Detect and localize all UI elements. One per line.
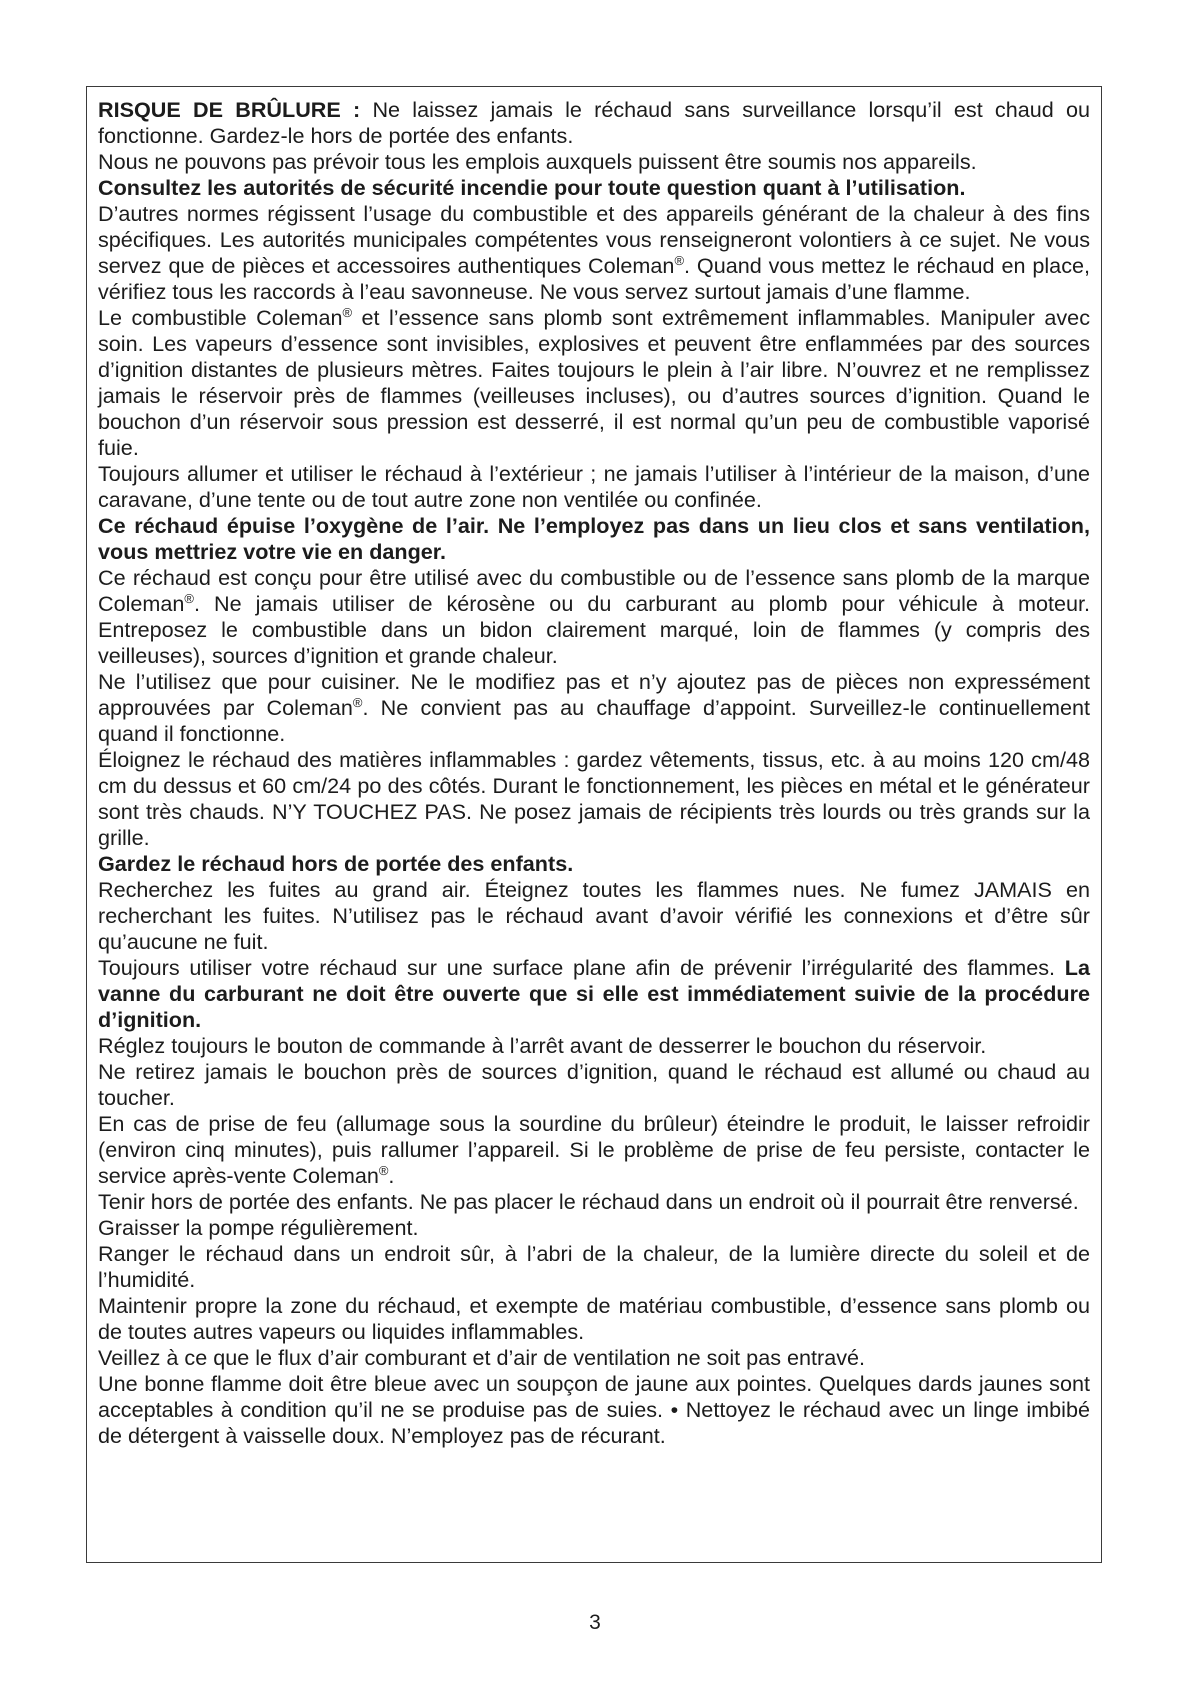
- text-segment: . Ne convient pas au chauffage d’appoint. Surveillez-le continuellement quand il fonctionne.: [98, 695, 1090, 746]
- text-segment: . Quand vous mettez le réchaud en place, vérifiez tous les raccords à l’eau savonneuse. Ne vous servez surtout jamais d’une flamme.: [98, 253, 1091, 304]
- paragraph: [98, 565, 1090, 669]
- paragraph: [98, 175, 1090, 201]
- text-segment: Ce réchaud est conçu pour être utilisé avec du combustible ou de l’essence sans plomb de la marque Coleman: [98, 565, 1090, 616]
- text-segment: D’autres normes régissent l’usage du combustible et des appareils générant de la chaleur à des fins spécifiques. Les autorités municipales compétentes vous renseigneront volontiers à ce sujet. Ne vous servez que de pièces et accessoires authentiques Coleman: [98, 201, 1090, 278]
- bold-text: La vanne du carburant ne doit être ouverte que si elle est immédiatement suivie de la procédure d’ignition.: [98, 955, 1090, 1032]
- paragraph: [98, 851, 1090, 877]
- paragraph: [98, 201, 1090, 305]
- bold-text: Ce réchaud épuise l’oxygène de l’air. Ne l’employez pas dans un lieu clos et sans ventilation, vous mettriez votre vie en danger.: [98, 513, 1090, 564]
- text-segment: . Ne jamais utiliser de kérosène ou du carburant au plomb pour véhicule à moteur. Entreposez le combustible dans un bidon clairement marqué, loin de flammes (y compris des veilleuses), sources d’ignition et grande chaleur.: [98, 591, 1090, 668]
- text-segment: Ne retirez jamais le bouchon près de sources d’ignition, quand le réchaud est allumé ou chaud au toucher.: [98, 1059, 1090, 1110]
- paragraph: [98, 1033, 1090, 1059]
- paragraph: [98, 1241, 1090, 1293]
- text-segment: Ranger le réchaud dans un endroit sûr, à l’abri de la chaleur, de la lumière directe du soleil et de l’humidité.: [98, 1241, 1090, 1292]
- paragraph: [98, 513, 1090, 565]
- text-segment: En cas de prise de feu (allumage sous la sourdine du brûleur) éteindre le produit, le laisser refroidir (environ cinq minutes), puis rallumer l’appareil. Si le problème de prise de feu persiste, contacter le service après-vente Coleman: [98, 1111, 1090, 1188]
- paragraph: [98, 877, 1090, 955]
- registered-mark: ®: [342, 304, 353, 320]
- bold-text: RISQUE DE BRÛLURE :: [98, 97, 361, 122]
- paragraph: [98, 669, 1090, 747]
- paragraph: [98, 1189, 1090, 1215]
- paragraph: [98, 1345, 1090, 1371]
- text-segment: Maintenir propre la zone du réchaud, et exempte de matériau combustible, d’essence sans plomb ou de toutes autres vapeurs ou liquides inflammables.: [98, 1293, 1090, 1344]
- paragraph: [98, 1059, 1090, 1111]
- paragraph: [98, 97, 1090, 149]
- text-segment: Ne l’utilisez que pour cuisiner. Ne le modifiez pas et n’y ajoutez pas de pièces non expressément approuvées par Coleman: [98, 669, 1090, 720]
- registered-mark: ®: [674, 252, 684, 268]
- text-segment: Veillez à ce que le flux d’air comburant et d’air de ventilation ne soit pas entravé.: [98, 1345, 866, 1370]
- paragraph: [98, 747, 1090, 851]
- text-segment: Nous ne pouvons pas prévoir tous les emplois auxquels puissent être soumis nos appareils.: [98, 149, 977, 174]
- text-segment: Réglez toujours le bouton de commande à l’arrêt avant de desserrer le bouchon du réservoir.: [98, 1033, 987, 1058]
- registered-mark: ®: [352, 694, 363, 710]
- text-segment: et l’essence sans plomb sont extrêmement inflammables. Manipuler avec soin. Les vapeurs d’essence sont invisibles, explosives et peuvent être enflammées par des sources d’ignition distantes de plusieurs mètres. Faites toujours le plein à l’air libre. N’ouvrez et ne remplissez jamais le réservoir près de flammes (veilleuses incluses), ou d’autres sources d’ignition. Quand le bouchon d’un réservoir sous pression est desserré, il est normal qu’un peu de combustible vaporisé fuie.: [98, 305, 1090, 460]
- paragraph: [98, 1293, 1090, 1345]
- text-segment: Graisser la pompe régulièrement.: [98, 1215, 419, 1240]
- text-segment: Une bonne flamme doit être bleue avec un soupçon de jaune aux pointes. Quelques dards jaunes sont acceptables à condition qu’il ne se produise pas de suies. • Nettoyez le réchaud avec un linge imbibé de détergent à vaisselle doux. N’employez pas de récurant.: [98, 1371, 1090, 1448]
- paragraph: [98, 1371, 1090, 1449]
- paragraph: [98, 149, 1090, 175]
- warning-box: [86, 86, 1102, 1563]
- text-segment: .: [388, 1163, 395, 1188]
- text-segment: Toujours utiliser votre réchaud sur une surface plane afin de prévenir l’irrégularité des flammes.: [98, 955, 1065, 980]
- text-segment: Éloignez le réchaud des matières inflammables : gardez vêtements, tissus, etc. à au moins 120 cm/48 cm du dessus et 60 cm/24 po des côtés. Durant le fonctionnement, les pièces en métal et le générateur sont très chauds. N’Y TOUCHEZ PAS. Ne posez jamais de récipients très lourds ou très grands sur la grille.: [98, 747, 1090, 850]
- text-segment: Ne laissez jamais le réchaud sans surveillance lorsqu’il est chaud ou fonctionne. Gardez-le hors de portée des enfants.: [98, 97, 1091, 148]
- page-number: 3: [589, 1611, 601, 1634]
- bold-text: Consultez les autorités de sécurité incendie pour toute question quant à l’utilisation.: [98, 175, 966, 200]
- bold-text: Gardez le réchaud hors de portée des enfants.: [98, 851, 574, 876]
- paragraph: [98, 461, 1090, 513]
- warning-text: [98, 97, 1090, 1449]
- paragraph: [98, 305, 1090, 461]
- paragraph: [98, 1111, 1090, 1189]
- paragraph: [98, 955, 1090, 1033]
- registered-mark: ®: [378, 1162, 389, 1178]
- paragraph: [98, 1215, 1090, 1241]
- text-segment: Tenir hors de portée des enfants. Ne pas placer le réchaud dans un endroit où il pourrait être renversé.: [98, 1189, 1079, 1214]
- text-segment: Le combustible Coleman: [98, 305, 343, 330]
- registered-mark: ®: [184, 590, 194, 606]
- text-segment: Recherchez les fuites au grand air. Éteignez toutes les flammes nues. Ne fumez JAMAIS en recherchant les fuites. N’utilisez pas le réchaud avant d’avoir vérifié les connexions et d’être sûr qu’aucune ne fuit.: [98, 877, 1090, 954]
- text-segment: Toujours allumer et utiliser le réchaud à l’extérieur ; ne jamais l’utiliser à l’intérieur de la maison, d’une caravane, d’une tente ou de tout autre zone non ventilée ou confinée.: [98, 461, 1090, 512]
